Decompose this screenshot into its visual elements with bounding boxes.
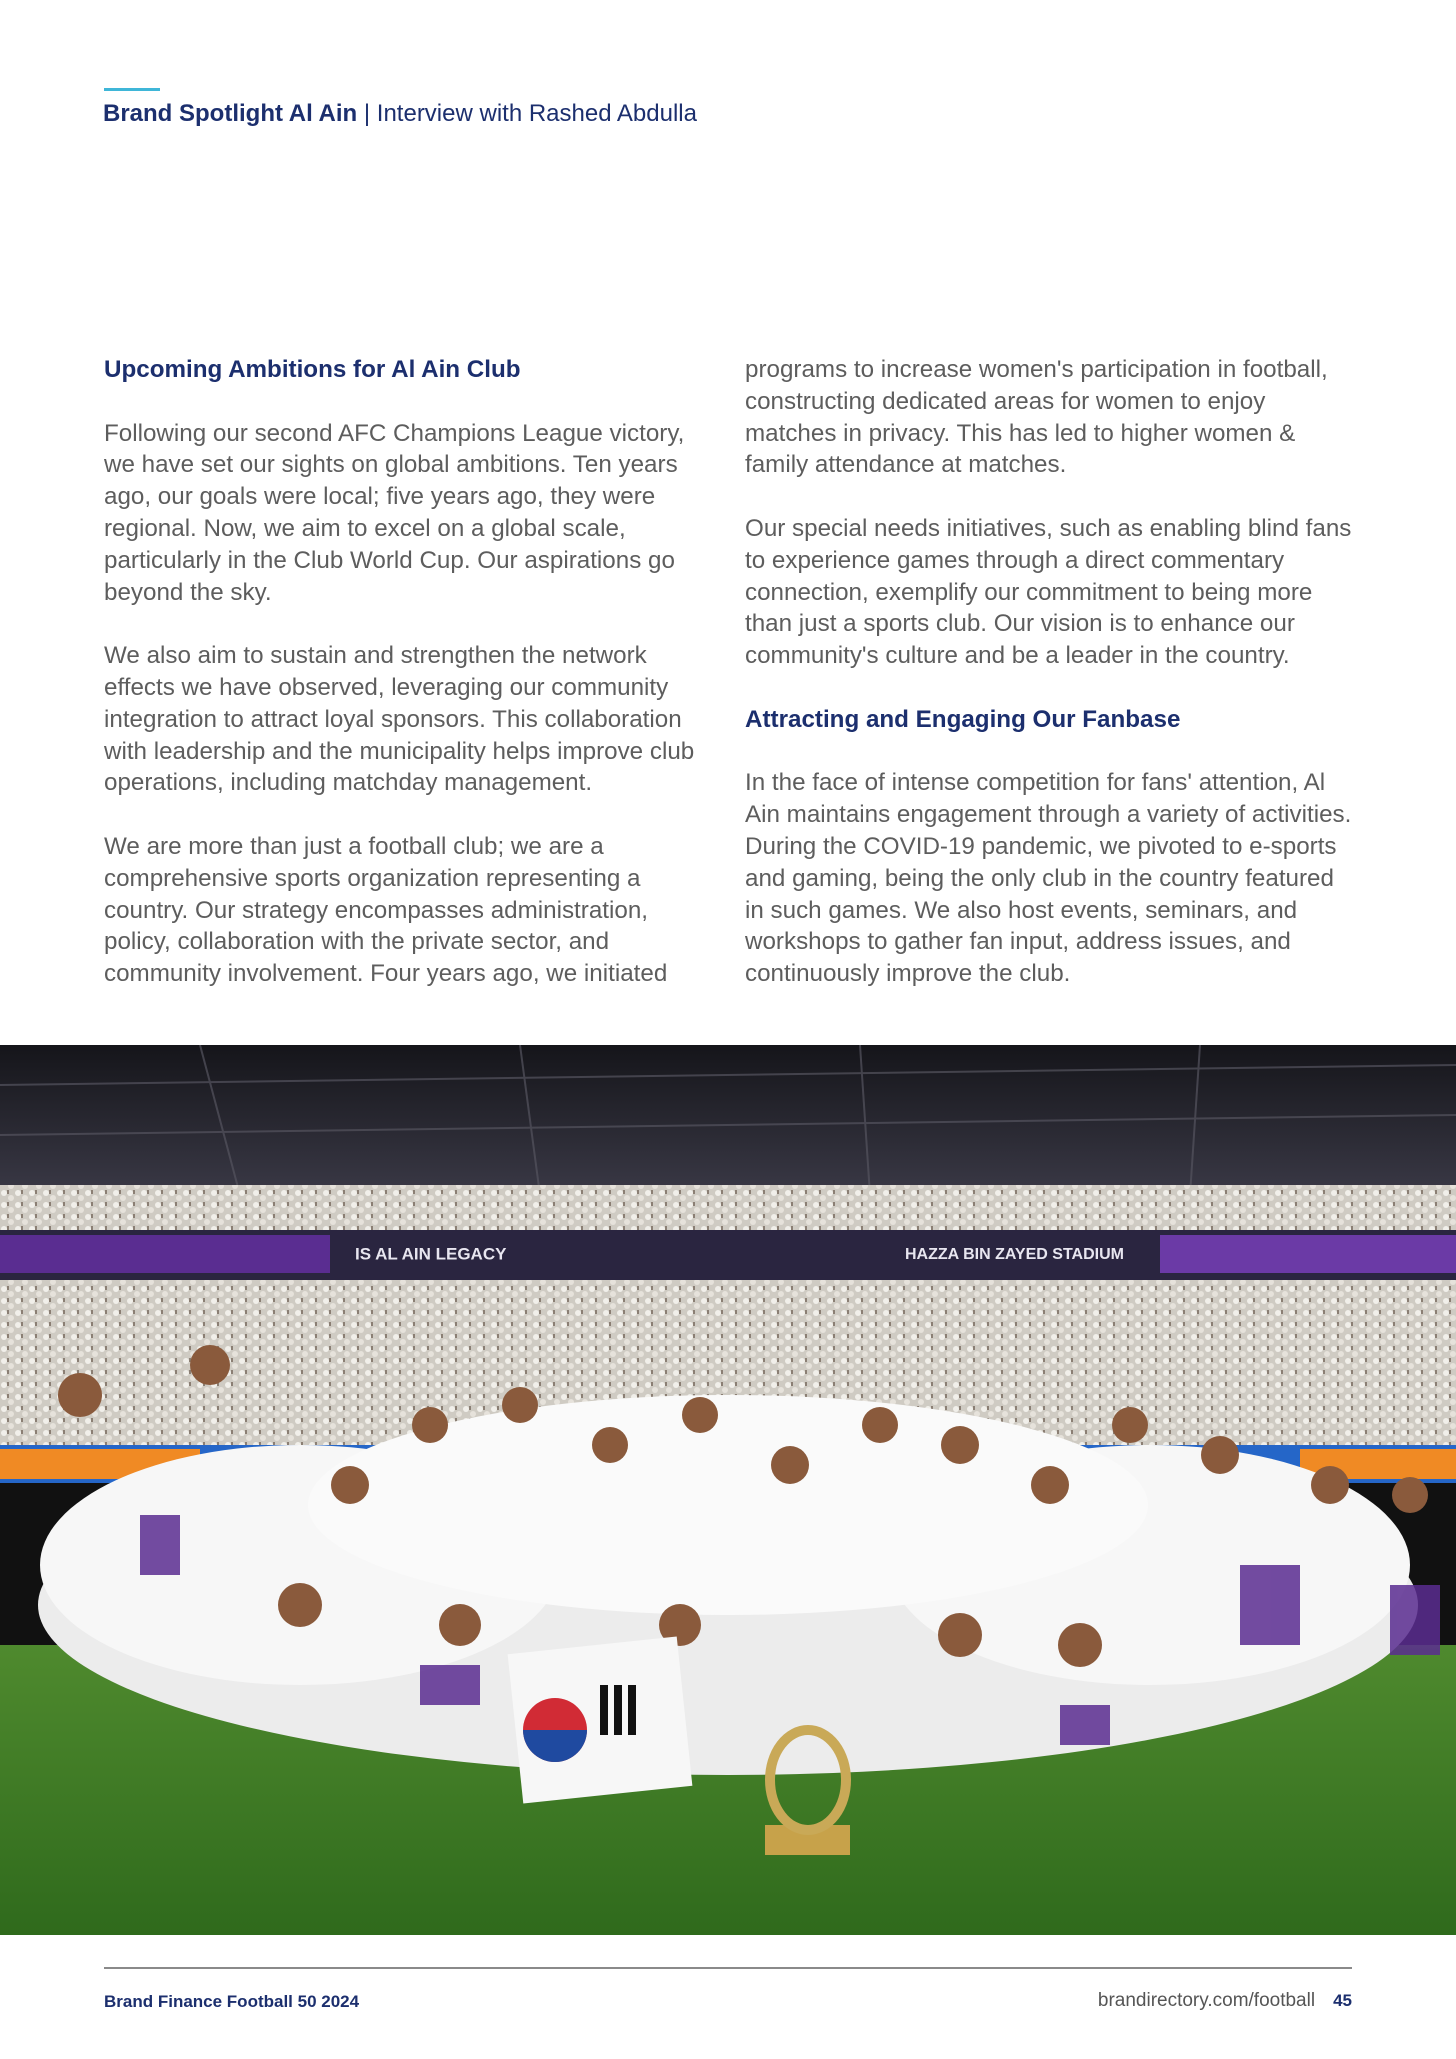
banner-text-left: IS AL AIN LEGACY — [355, 1244, 507, 1264]
body-paragraph: programs to increase women's participation in football, constructing dedicated areas for women to enjoy matches in privacy. This has led to higher women & family attendance at matches. — [745, 356, 1328, 479]
header-subtitle: Interview with Rashed Abdulla — [376, 100, 697, 127]
section-heading-ambitions: Upcoming Ambitions for Al Ain Club — [104, 356, 521, 383]
header-section: Brand Spotlight Al Ain — [103, 100, 358, 127]
footer-divider — [104, 1967, 1352, 1969]
page-header — [103, 100, 697, 128]
footer-publication: Brand Finance Football 50 2024 — [104, 1992, 360, 2011]
korea-flag — [508, 1637, 693, 1804]
page-number: 45 — [1333, 1991, 1352, 2010]
body-paragraph: We are more than just a football club; we are a comprehensive sports organization representing a country. Our strategy encompasses administration, policy, collaboration with the private sector, and community involvement. Four years ago, we initiated — [104, 832, 668, 988]
banner-text-right: HAZZA BIN ZAYED STADIUM — [905, 1246, 1124, 1264]
body-paragraph: We also aim to sustain and strengthen the network effects we have observed, leveraging our community integration to attract loyal sponsors. This collaboration with leadership and the municipality helps improve club operations, including matchday management. — [104, 642, 695, 797]
header-separator: | — [357, 100, 377, 127]
left-column — [104, 354, 716, 990]
header-accent-line — [104, 88, 160, 91]
body-paragraph: Following our second AFC Champions League victory, we have set our sights on global ambitions. Ten years ago, our goals were local; five years ago, they were regional. Now, we aim to excel on a global scale, particularly in the Club World Cup. Our aspirations go beyond the sky. — [104, 419, 685, 606]
footer-url[interactable]: brandirectory.com/football — [1097, 1990, 1316, 2011]
footer-right — [1098, 1990, 1352, 2012]
section-heading-fanbase: Attracting and Engaging Our Fanbase — [745, 705, 1181, 733]
body-paragraph: In the face of intense competition for fans' attention, Al Ain maintains engagement through a variety of activities. During the COVID-19 pandemic, we pivoted to e-sports and gaming, being the only club in the country featured in such games. We also host events, seminars, and workshops to gather fan input, address issues, and continuously improve the club. — [745, 769, 1352, 988]
right-column — [745, 354, 1357, 990]
team-celebration-photo — [0, 1045, 1456, 1935]
body-paragraph: Our special needs initiatives, such as enabling blind fans to experience games through a direct commentary connection, exemplify our commitment to being more than just a sports club. Our vision is to enhance our community's culture and be a leader in the country. — [745, 514, 1352, 670]
